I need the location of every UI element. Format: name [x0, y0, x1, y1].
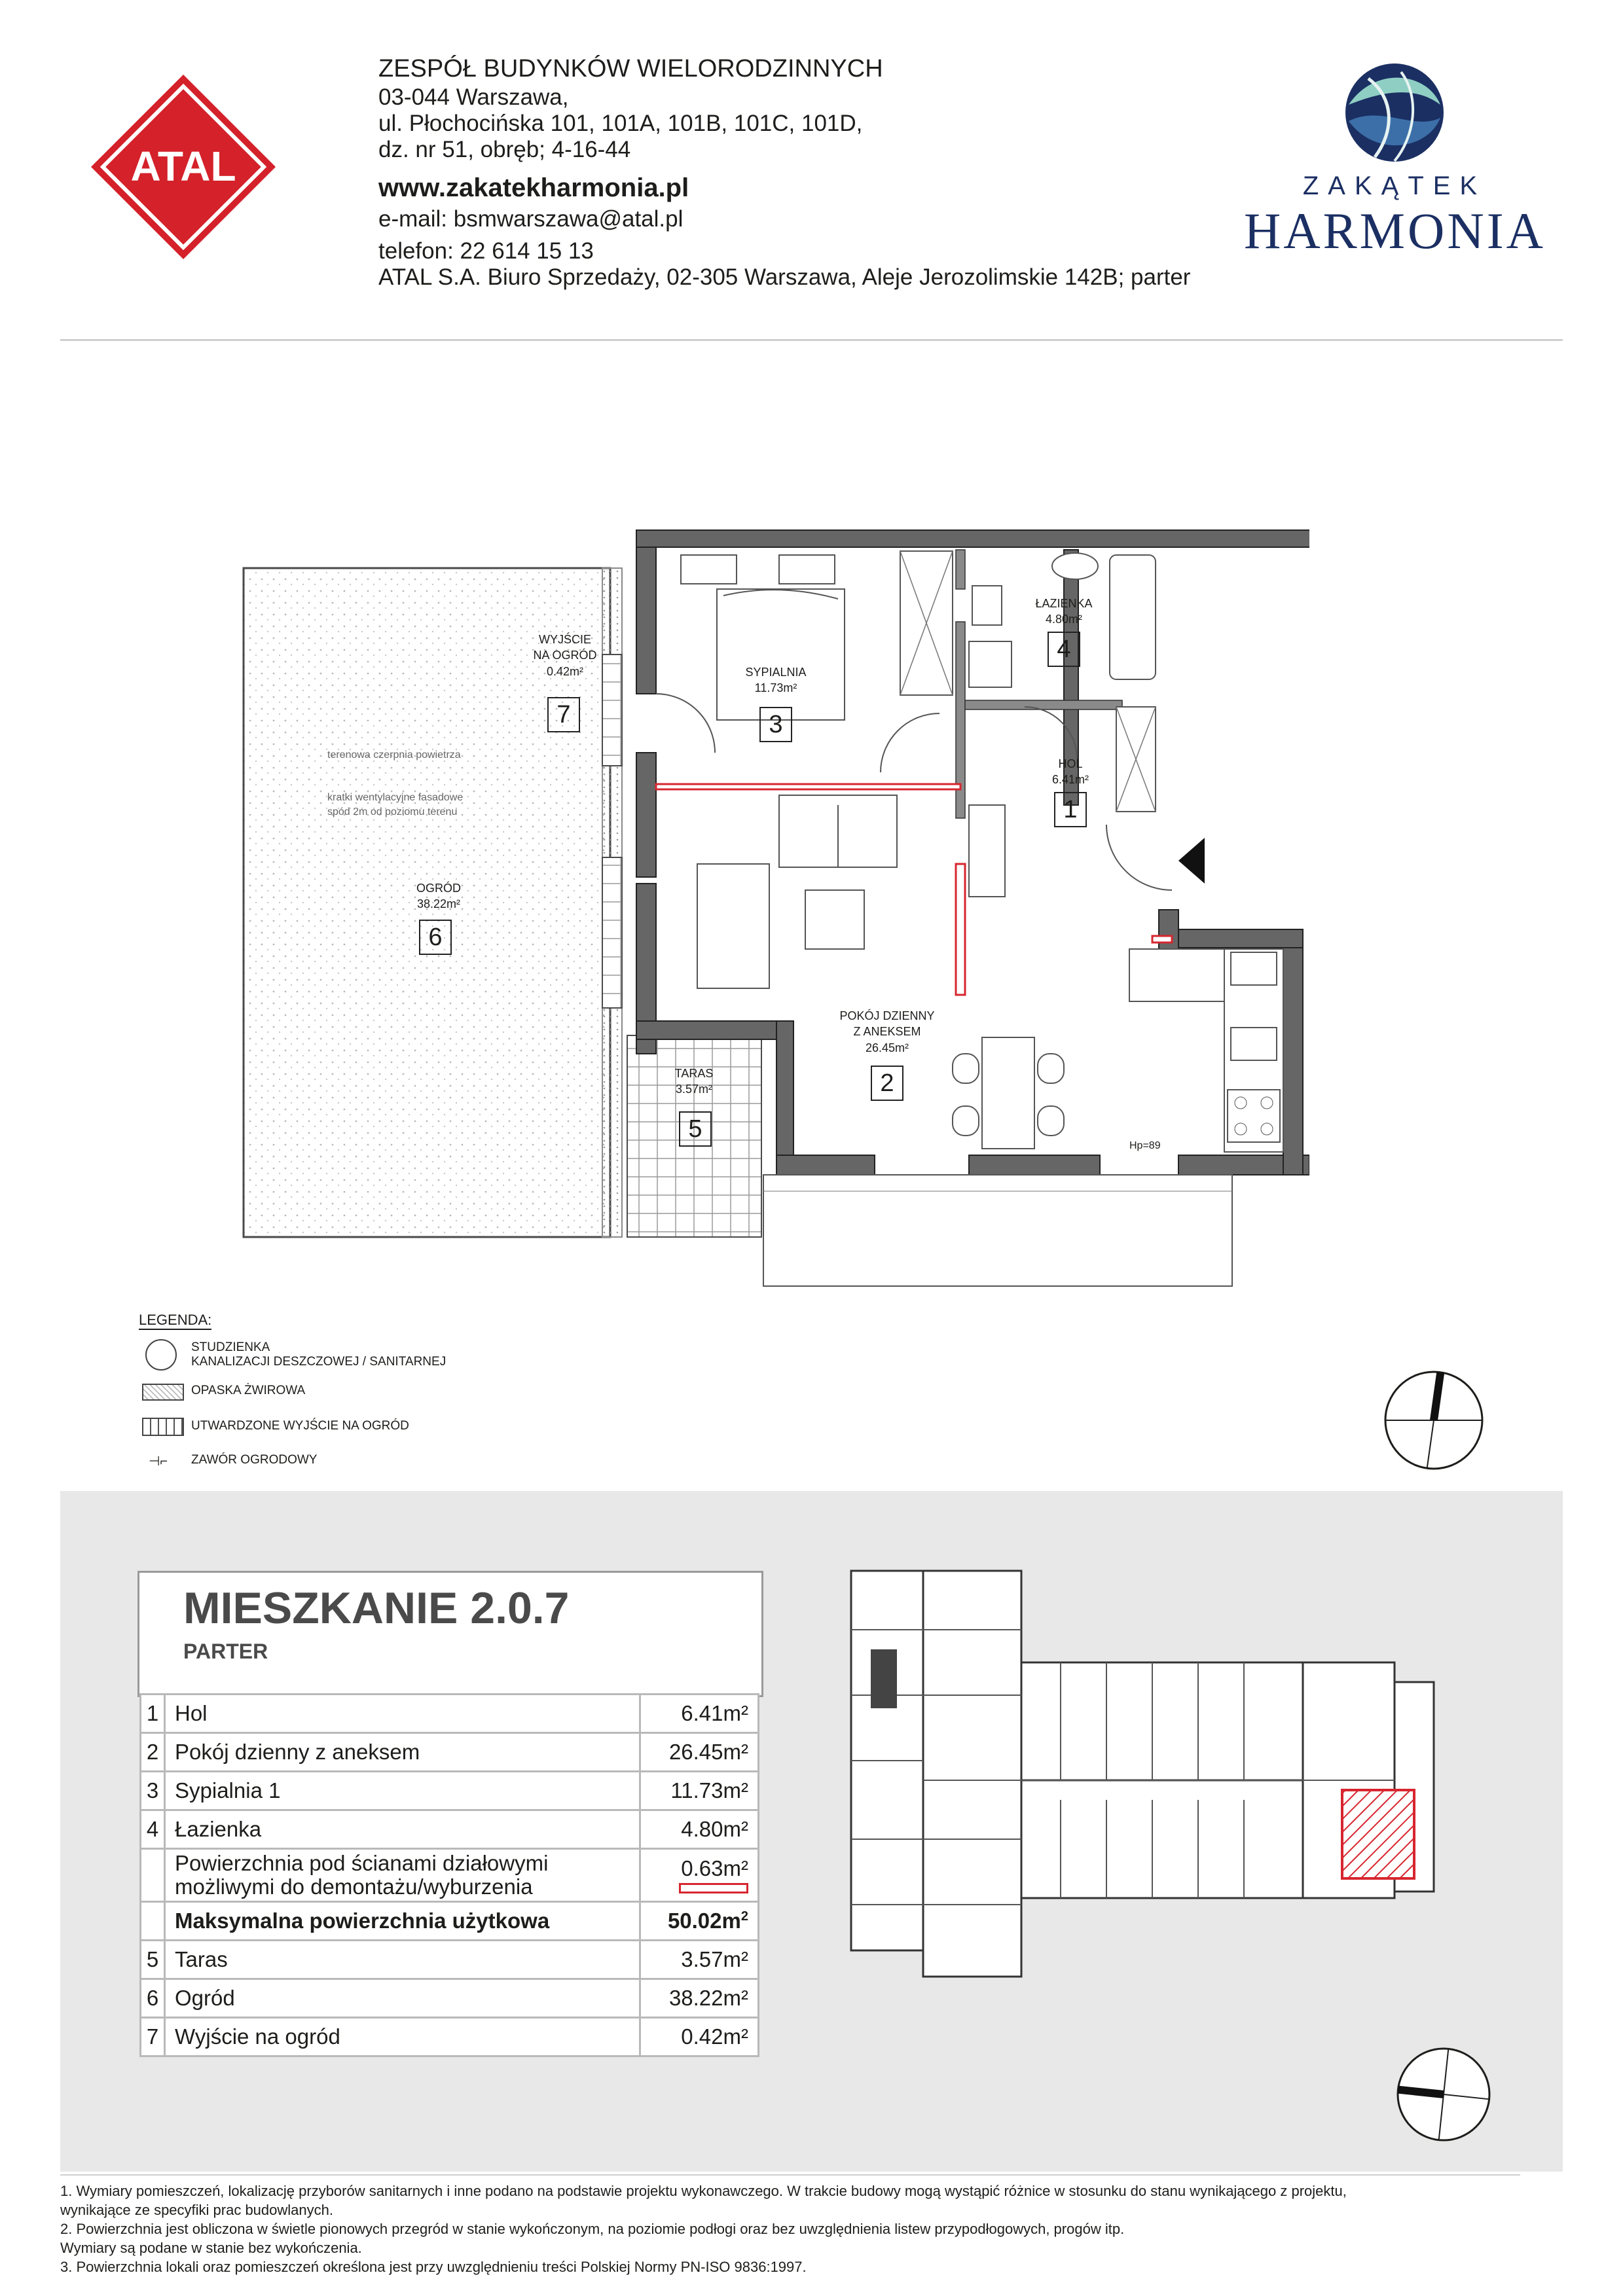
legend-title: LEGENDA:: [139, 1312, 211, 1330]
table-row: 7 Wyjście na ogród 0.42m²: [141, 2018, 759, 2056]
annotation-height: Hp=89: [1129, 1140, 1161, 1151]
table-row: 5 Taras 3.57m²: [141, 1941, 759, 1979]
table-row: Powierzchnia pod ścianami działowymi możliwymi do demontażu/wyburzenia 0.63m²: [141, 1849, 759, 1902]
table-row: Maksymalna powierzchnia użytkowa $50.02m^2$: [141, 1902, 759, 1941]
zakatek-harmonia-logo: [1244, 59, 1545, 268]
atal-logo: [88, 72, 278, 262]
table-row: 6 Ogród 38.22m²: [141, 1979, 759, 2018]
header-address-2: ul. Płochocińska 101, 101A, 101B, 101C, 101D,: [378, 111, 863, 136]
room-number-5: 5: [679, 1111, 712, 1147]
footnotes-divider: [60, 2174, 1520, 2176]
table-row: 4 Łazienka 4.80m²: [141, 1810, 759, 1849]
room-label-sypialnia: SYPIALNIA 11.73m²: [745, 666, 807, 695]
room-label-taras: TARAS 3.57m²: [674, 1067, 714, 1096]
manhole-circle-icon: [145, 1339, 177, 1371]
header-address-1: 03-044 Warszawa,: [378, 84, 569, 110]
room-number-2: 2: [871, 1066, 903, 1101]
room-number-7: 7: [547, 697, 580, 732]
gravel-strip-icon: [142, 1384, 184, 1401]
floor-plan: [236, 517, 1309, 1289]
apartment-floor: PARTER: [183, 1640, 268, 1663]
key-plan-compass-icon: [1395, 2045, 1493, 2144]
header-divider: [60, 339, 1563, 341]
annotation-vent-2: spód 2m od poziomu terenu: [327, 806, 458, 817]
highlighted-apartment: [1342, 1790, 1414, 1878]
garden-valve-icon: ⊣⌐: [149, 1454, 168, 1469]
removable-walls-swatch: [679, 1883, 748, 1893]
project-logo-line1: ZAKĄTEK: [1302, 171, 1487, 200]
header-title: ZESPÓŁ BUDYNKÓW WIELORODZINNYCH: [378, 55, 883, 82]
office-address: ATAL S.A. Biuro Sprzedaży, 02-305 Warszawa, Aleje Jerozolimskie 142B; parter: [378, 264, 1191, 290]
room-label-hol: HOL 6.41m²: [1051, 757, 1089, 787]
atal-logo-text: ATAL: [130, 143, 236, 190]
email-link[interactable]: e-mail: bsmwarszawa@atal.pl: [378, 206, 684, 232]
compass-icon: [1381, 1368, 1486, 1473]
apartment-title: MIESZKANIE 2.0.7: [183, 1583, 570, 1633]
room-label-pokoj: POKÓJ DZIENNY Z ANEKSEM 26.45m²: [839, 1009, 935, 1054]
room-label-ogrod: OGRÓD 38.22m²: [416, 882, 461, 911]
room-number-4: 4: [1048, 632, 1080, 667]
rooms-table: [139, 1693, 759, 2057]
floor-plan-drawing: [236, 517, 1309, 1289]
table-row: 1 Hol 6.41m²: [141, 1695, 759, 1733]
room-label-lazienka: ŁAZIENKA 4.80m²: [1035, 597, 1093, 626]
annotation-vent-1: kratki wentylacyjne fasadowe: [327, 792, 464, 803]
footnotes: 1. Wymiary pomieszczeń, lokalizację przyborów sanitarnych i inne podano na podstawie projektu wykonawczego. W trakcie budowy mogą wystąpić różnice w stosunku do stanu wynikającego z projektu, wynikające ze specyfiki prac budowlanych. 2. Powierzchnia jest obliczona w świetle pionowych przegród w stanie wykończonym, na poziomie podłogi oraz bez uwzględnienia listew przypodłogowych, progów itp. Wymiary są podane w stanie bez wykończenia. 3. Powierzchnia lokali oraz pomieszczeń określona jest przy uwzględnieniu treści Polskiej Normy PN-ISO 9836:1997.: [60, 2183, 1347, 2276]
room-number-3: 3: [759, 707, 792, 742]
table-row: 2 Pokój dzienny z aneksem 26.45m²: [141, 1733, 759, 1772]
legend: LEGENDA: STUDZIENKA KANALIZACJI DESZCZOWEJ / SANITARNEJ OPASKA ŻWIROWA UTWARDZONE WYJŚCIE NA OGRÓD ⊣⌐ ZAWÓR OGRODOWY: [139, 1312, 447, 1469]
phone-link[interactable]: telefon: 22 614 15 13: [378, 238, 594, 264]
room-label-wyjscie: WYJŚCIE NA OGRÓD 0.42m²: [533, 633, 597, 678]
key-plan: [845, 1564, 1460, 1983]
annotation-air-intake: terenowa czerpnia powietrza: [327, 749, 461, 761]
header-address-3: dz. nr 51, obręb; 4-16-44: [378, 137, 631, 162]
table-row: 3 Sypialnia 1 11.73m²: [141, 1772, 759, 1810]
project-logo-line2: HARMONIA: [1244, 202, 1546, 259]
website-link[interactable]: www.zakatekharmonia.pl: [378, 173, 689, 202]
paved-exit-icon: [142, 1418, 184, 1436]
room-number-1: 1: [1054, 792, 1087, 827]
room-number-6: 6: [419, 920, 452, 955]
